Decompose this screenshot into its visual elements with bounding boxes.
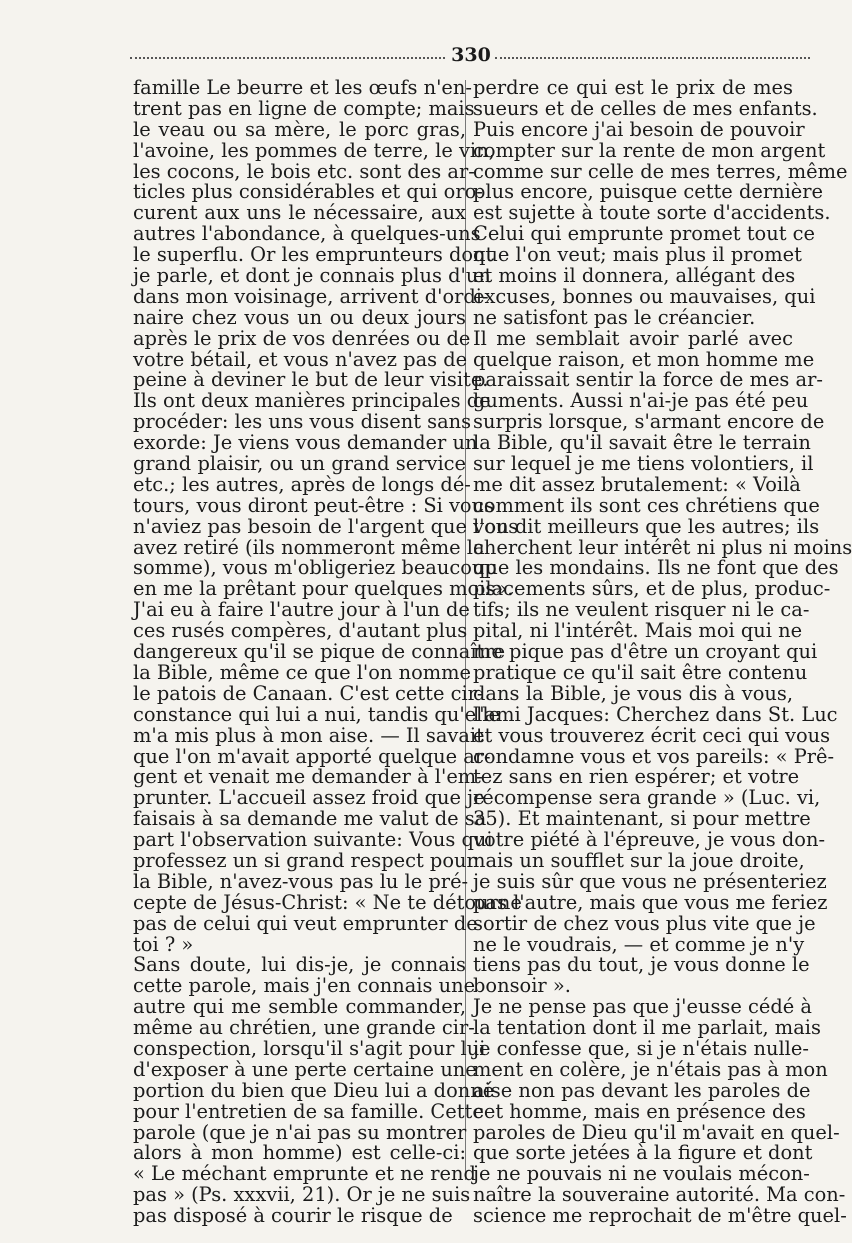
text-line: la Bible, n'avez-vous pas lu le pré- bbox=[133, 869, 469, 893]
text-line: condamne vous et vos pareils: « Prê- bbox=[473, 744, 835, 768]
text-line: cette parole, mais j'en connais une bbox=[133, 974, 476, 998]
text-line: pital, ni l'intérêt. Mais moi qui ne bbox=[473, 619, 803, 643]
text-line: l'ami Jacques: Cherchez dans St. Luc bbox=[473, 702, 838, 726]
text-line: Ils ont deux manières principales de bbox=[133, 389, 491, 413]
text-line: je confesse que, si je n'étais nulle- bbox=[473, 1036, 809, 1060]
text-line: surpris lorsque, s'armant encore de bbox=[473, 410, 825, 434]
text-line: autre qui me semble commander, bbox=[133, 995, 466, 1019]
text-line: me dit assez brutalement: « Voilà bbox=[473, 472, 801, 496]
text-line: je suis sûr que vous ne présenteriez bbox=[473, 869, 827, 893]
text-line: ces rusés compères, d'autant plus bbox=[133, 619, 468, 643]
text-line: excuses, bonnes ou mauvaises, qui bbox=[473, 284, 816, 308]
text-line: pas l'autre, mais que vous me feriez bbox=[473, 890, 828, 914]
text-line: famille Le beurre et les œufs n'en- bbox=[133, 76, 472, 99]
text-line: naire chez vous un ou deux jours bbox=[133, 305, 466, 329]
text-line: m'a mis plus à mon aise. — Il savait bbox=[133, 723, 484, 747]
header-ornament-left bbox=[130, 57, 445, 59]
header-ornament-right bbox=[495, 57, 810, 59]
text-line: constance qui lui a nui, tandis qu'elle bbox=[133, 702, 501, 726]
text-line: est sujette à toute sorte d'accidents. bbox=[473, 201, 831, 225]
text-line: faisais à sa demande me valut de sa bbox=[133, 807, 487, 831]
text-line: la Bible, qu'il savait être le terrain bbox=[473, 431, 811, 455]
text-line: tours, vous diront peut-être : Si vous bbox=[133, 493, 495, 517]
text-line: trent pas en ligne de compte; mais bbox=[133, 96, 475, 120]
text-line: l'avoine, les pommes de terre, le vin, bbox=[133, 138, 495, 162]
text-line: votre piété à l'épreuve, je vous don- bbox=[473, 828, 825, 852]
text-line: etc.; les autres, après de longs dé- bbox=[133, 472, 471, 496]
text-line: la Bible, même ce que l'on nomme bbox=[133, 660, 471, 684]
text-line: je parle, et dont je connais plus d'un bbox=[133, 264, 491, 288]
text-line: Celui qui emprunte promet tout ce bbox=[473, 222, 816, 246]
text-line: somme), vous m'obligeriez beaucoup bbox=[133, 556, 497, 580]
text-line: professez un si grand respect pour bbox=[133, 848, 476, 872]
text-line: pas disposé à courir le risque de bbox=[133, 1204, 453, 1228]
text-line: même au chrétien, une grande cir- bbox=[133, 1016, 475, 1040]
text-line: comme sur celle de mes terres, même bbox=[473, 159, 848, 183]
text-line: part l'observation suivante: Vous qui bbox=[133, 828, 493, 852]
text-line: le superflu. Or les emprunteurs dont bbox=[133, 243, 494, 267]
text-line: n'aviez pas besoin de l'argent que vous bbox=[133, 514, 519, 538]
text-line: le veau ou sa mère, le porc gras, bbox=[133, 117, 466, 141]
text-line: pratique ce qu'il sait être contenu bbox=[473, 660, 808, 684]
text-line: peine à deviner le but de leur visite. bbox=[133, 368, 489, 392]
text-line: toi ? » bbox=[133, 932, 194, 956]
text-line: tez sans en rien espérer; et votre bbox=[473, 765, 800, 789]
text-line: grand plaisir, ou un grand service bbox=[133, 452, 466, 476]
page-number: 330 bbox=[451, 44, 491, 66]
text-line: naître la souveraine autorité. Ma con- bbox=[473, 1183, 846, 1207]
text-line: sueurs et de celles de mes enfants. bbox=[473, 96, 818, 120]
text-line: paraissait sentir la force de mes ar- bbox=[473, 368, 823, 392]
text-line: portion du bien que Dieu lui a donné bbox=[133, 1078, 495, 1102]
text-line: « Le méchant emprunte et ne rend bbox=[133, 1162, 476, 1186]
text-line: gent et venait me demander à l'em- bbox=[133, 765, 483, 789]
text-line: curent aux uns le nécessaire, aux bbox=[133, 201, 466, 225]
text-line: après le prix de vos denrées ou de bbox=[133, 326, 471, 350]
text-line: exorde: Je viens vous demander un bbox=[133, 431, 478, 455]
text-line: guments. Aussi n'ai-je pas été peu bbox=[473, 389, 809, 413]
text-line: science me reprochait de m'être quel- bbox=[473, 1204, 847, 1228]
text-line: tifs; ils ne veulent risquer ni le ca- bbox=[473, 598, 810, 622]
text-line: récompense sera grande » (Luc. vi, bbox=[473, 786, 821, 810]
text-line: ticles plus considérables et qui oro- bbox=[133, 180, 483, 204]
text-line: sur lequel je me tiens volontiers, il bbox=[473, 452, 814, 476]
text-line: et vous trouverez écrit ceci qui vous bbox=[473, 723, 831, 747]
text-line: conspection, lorsqu'il s'agit pour lui bbox=[133, 1036, 486, 1060]
text-line: plus encore, puisque cette dernière bbox=[473, 180, 824, 204]
text-line: pour l'entretien de sa famille. Cette bbox=[133, 1099, 484, 1123]
page-header bbox=[130, 44, 810, 66]
text-line: J'ai eu à faire l'autre jour à l'un de bbox=[133, 598, 470, 622]
text-line: ment en colère, je n'étais pas à mon bbox=[473, 1057, 828, 1081]
text-line: avez retiré (ils nommeront même la bbox=[133, 535, 485, 559]
text-line: quelque raison, et mon homme me bbox=[473, 347, 815, 371]
text-line: cet homme, mais en présence des bbox=[473, 1099, 806, 1123]
text-line: nais un soufflet sur la joue droite, bbox=[473, 848, 805, 872]
text-line: votre bétail, et vous n'avez pas de bbox=[133, 347, 468, 371]
text-line: Il me semblait avoir parlé avec bbox=[473, 326, 793, 350]
text-line: placements sûrs, et de plus, produc- bbox=[473, 577, 831, 601]
text-line: en me la prêtant pour quelques mois». bbox=[133, 577, 514, 601]
text-line: Je ne pense pas que j'eusse cédé à bbox=[473, 995, 812, 1019]
text-line: pas » (Ps. xxxvii, 21). Or je ne suis bbox=[133, 1183, 471, 1207]
text-line: et moins il donnera, allégant des bbox=[473, 264, 796, 288]
text-line: pas de celui qui veut emprunter de bbox=[133, 911, 478, 935]
text-line: ne satisfont pas le créancier. bbox=[473, 305, 756, 329]
text-line: me pique pas d'être un croyant qui bbox=[473, 640, 818, 664]
text-line: Sans doute, lui dis-je, je connais bbox=[133, 953, 466, 977]
text-line: que l'on veut; mais plus il promet bbox=[473, 243, 802, 267]
text-line: que sorte jetées à la figure et dont bbox=[473, 1141, 813, 1165]
text-line: l'on dit meilleurs que les autres; ils bbox=[473, 514, 820, 538]
text-line: la tentation dont il me parlait, mais bbox=[473, 1016, 821, 1040]
text-line: bonsoir ». bbox=[473, 974, 571, 998]
text-line: parole (que je n'ai pas su montrer bbox=[133, 1120, 467, 1144]
text-line: que l'on m'avait apporté quelque ar- bbox=[133, 744, 491, 768]
text-line: 35). Et maintenant, si pour mettre bbox=[473, 807, 811, 831]
text-line: dangereux qu'il se pique de connaître bbox=[133, 640, 506, 664]
text-line: compter sur la rente de mon argent bbox=[473, 138, 826, 162]
text-line: je ne pouvais ni ne voulais mécon- bbox=[473, 1162, 810, 1186]
text-line: sortir de chez vous plus vite que je bbox=[473, 911, 816, 935]
text-line: prunter. L'accueil assez froid que je bbox=[133, 786, 485, 810]
text-line: procéder: les uns vous disent sans bbox=[133, 410, 472, 434]
text-line: aise non pas devant les paroles de bbox=[473, 1078, 811, 1102]
text-line: que les mondains. Ils ne font que des bbox=[473, 556, 839, 580]
text-line: Puis encore j'ai besoin de pouvoir bbox=[473, 117, 805, 141]
text-line: cepte de Jésus-Christ: « Ne te détourne bbox=[133, 890, 522, 914]
text-line: paroles de Dieu qu'il m'avait en quel- bbox=[473, 1120, 840, 1144]
right-column bbox=[473, 76, 852, 1228]
text-line: tiens pas du tout, je vous donne le bbox=[473, 953, 810, 977]
text-line: comment ils sont ces chrétiens que bbox=[473, 493, 820, 517]
text-line: les cocons, le bois etc. sont des ar- bbox=[133, 159, 475, 183]
text-line: dans mon voisinage, arrivent d'ordi- bbox=[133, 284, 489, 308]
text-line: le patois de Canaan. C'est cette cir- bbox=[133, 681, 484, 705]
text-line: d'exposer à une perte certaine une bbox=[133, 1057, 477, 1081]
text-line: autres l'abondance, à quelques-uns bbox=[133, 222, 481, 246]
text-line: ne le voudrais, — et comme je n'y bbox=[473, 932, 805, 956]
text-line: alors à mon homme) est celle-ci: bbox=[133, 1141, 466, 1165]
text-line: perdre ce qui est le prix de mes bbox=[473, 76, 793, 99]
text-line: cherchent leur intérêt ni plus ni moins bbox=[473, 535, 852, 559]
text-line: dans la Bible, je vous dis à vous, bbox=[473, 681, 793, 705]
